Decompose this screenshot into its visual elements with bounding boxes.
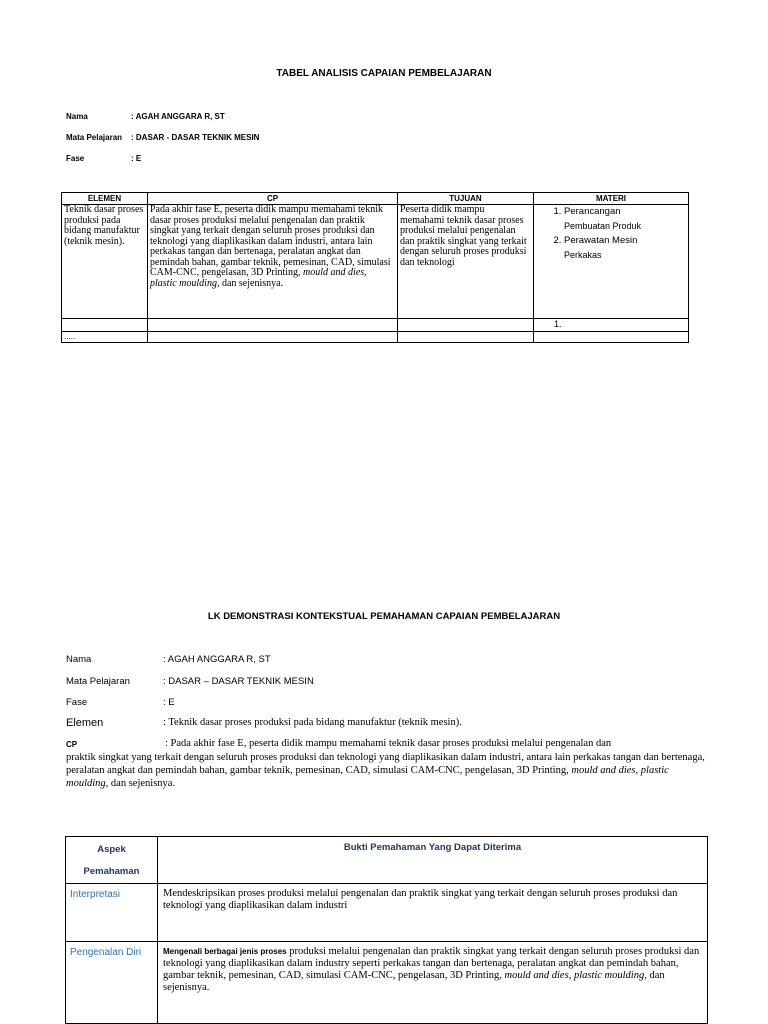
- section2-title: LK DEMONSTRASI KONTEKSTUAL PEMAHAMAN CAPAIAN PEMBELAJARAN: [207, 611, 561, 622]
- lk-label-elemen: Elemen: [66, 717, 104, 729]
- meta-value-fase: : E: [131, 154, 142, 163]
- bukti-pengenalan-diri: Mengenali berbagai jenis proses produksi melalui pengenalan dan praktik singkat yang terkait dengan seluruh proses produksi dan teknologi yang diaplikasikan dalam industry seperti perkakas tangan dan bertenaga, peralatan angkat dan pemindah bahan, gambar teknik, pemesinan, CAD, simulasi CAM-CNC, pengelasan, 3D Printing, mould and dies, plastic moulding, dan sejenisnya.: [158, 942, 708, 1024]
- meta-label-nama: Nama: [66, 112, 88, 121]
- cell-materi-row2: 1.: [534, 319, 689, 332]
- lk-label-mapel: Mata Pelajaran: [66, 676, 130, 687]
- cell-elemen-row3: .....: [62, 332, 148, 343]
- meta-value-mapel: : DASAR - DASAR TEKNIK MESIN: [131, 133, 260, 142]
- header-bukti: Bukti Pemahaman Yang Dapat Diterima: [158, 837, 708, 884]
- lk-cp-rest: praktik singkat yang terkait dengan seluruh proses produksi dan teknologi yang diaplikasikan dalam industri, antara lain perkakas tangan dan bertenaga, peralatan angkat dan pemindah bahan, gambar teknik, pemesinan, CAD, simulasi CAM-CNC, pengelasan, 3D Printing, mould and dies, plastic moulding, dan sejenisnya.: [66, 752, 705, 789]
- lk-value-fase: : E: [163, 697, 175, 708]
- bukti-interpretasi: Mendeskripsikan proses produksi melalui pengenalan dan praktik singkat yang terkait dengan seluruh proses produksi dan teknologi yang diaplikasikan dalam industri: [158, 884, 708, 942]
- cell-materi: [534, 205, 689, 319]
- meta-label-fase: Fase: [66, 154, 85, 163]
- header-materi: MATERI: [534, 193, 689, 205]
- cell-cp: Pada akhir fase E, peserta didik mampu memahami teknik dasar proses produksi melalui pengenalan dan praktik singkat yang terkait dengan seluruh proses produksi dan teknologi yang diaplikasikan dalam industri, antara lain perkakas tangan dan bertenaga, peralatan angkat dan pemindah bahan, gambar teknik, pemesinan, CAD, simulasi CAM-CNC, pengelasan, 3D Printing, mould and dies, plastic moulding, dan sejenisnya.: [148, 205, 398, 319]
- materi-item: 1. Perancangan Pembuatan Produk: [564, 205, 686, 234]
- lk-label-cp: CP: [66, 740, 78, 749]
- aspect-interpretasi: Interpretasi: [66, 884, 158, 942]
- header-aspek: Aspek Pemahaman: [66, 837, 158, 884]
- lk-value-elemen: : Teknik dasar proses produksi pada bidang manufaktur (teknik mesin).: [163, 717, 462, 728]
- lk-value-mapel: : DASAR – DASAR TEKNIK MESIN: [163, 676, 314, 687]
- meta-label-mapel: Mata Pelajaran: [66, 133, 123, 142]
- header-tujuan: TUJUAN: [398, 193, 534, 205]
- lk-cp-line1: : Pada akhir fase E, peserta didik mampu memahami teknik dasar proses produksi melalui pengenalan dan: [165, 738, 612, 749]
- lk-label-fase: Fase: [66, 697, 88, 708]
- header-elemen: ELEMEN: [62, 193, 148, 205]
- lk-value-nama: : AGAH ANGGARA R, ST: [163, 654, 271, 665]
- cell-tujuan: Peserta didik mampu memahami teknik dasar proses produksi melalui pengenalan dan praktik singkat yang terkait dengan seluruh proses produksi dan teknologi: [398, 205, 534, 319]
- bukti-table: [65, 836, 708, 1024]
- header-cp: CP: [148, 193, 398, 205]
- section1-title: TABEL ANALISIS CAPAIAN PEMBELAJARAN: [276, 68, 492, 79]
- lk-label-nama: Nama: [66, 654, 92, 665]
- analysis-table: [61, 192, 689, 343]
- cell-elemen: Teknik dasar proses produksi pada bidang manufaktur (teknik mesin).: [62, 205, 148, 319]
- materi-item: 2. Perawatan Mesin Perkakas: [564, 234, 686, 263]
- meta-value-nama: : AGAH ANGGARA R, ST: [131, 112, 225, 121]
- aspect-pengenalan-diri: Pengenalan Diri: [66, 942, 158, 1024]
